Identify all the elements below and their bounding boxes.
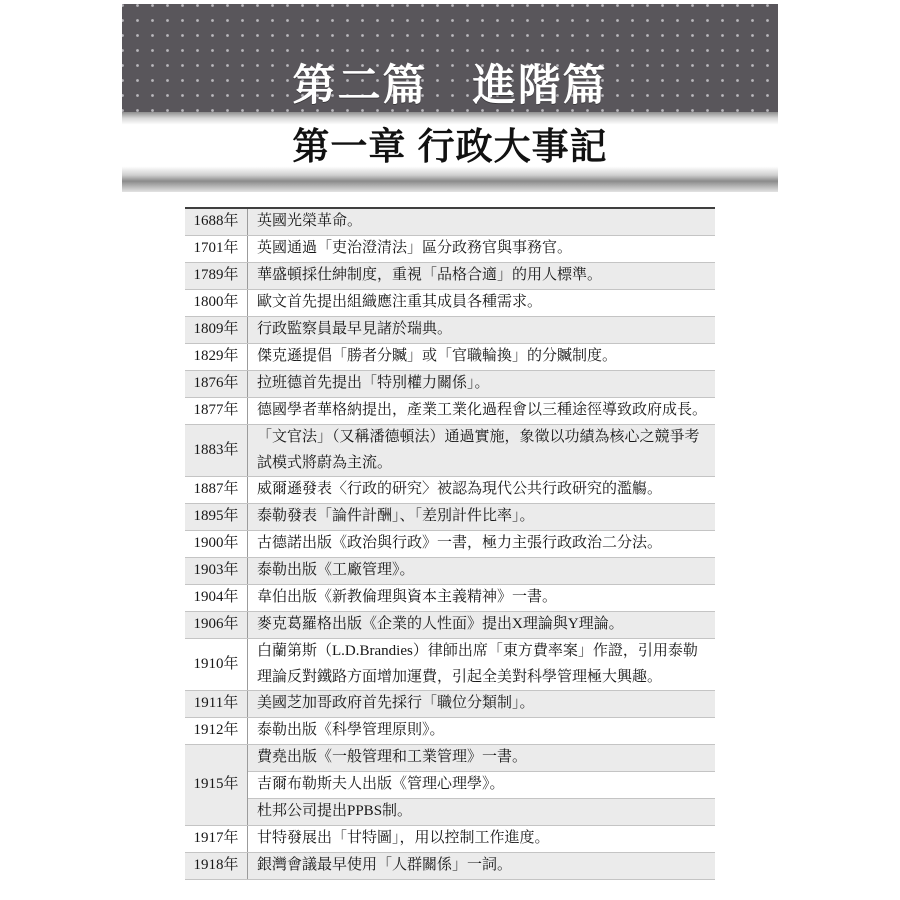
events-column — [248, 853, 715, 879]
events-column — [248, 826, 715, 852]
chapter-band — [122, 126, 778, 166]
table-row — [185, 853, 715, 880]
events-column — [248, 558, 715, 584]
events-column — [248, 344, 715, 370]
event-cell: 拉班德首先提出「特別權力關係」。 — [248, 371, 715, 397]
events-column — [248, 477, 715, 503]
year-cell: 1701年 — [185, 236, 248, 262]
year-cell: 1688年 — [185, 209, 248, 235]
events-column — [248, 612, 715, 638]
table-row — [185, 263, 715, 290]
table-row — [185, 317, 715, 344]
events-column — [248, 425, 715, 476]
event-cell: 白蘭第斯（L.D.Brandies）律師出席「東方費率案」作證，引用泰勒理論反對鐵路方面增加運費，引起全美對科學管理極大興趣。 — [248, 639, 715, 690]
event-cell: 「文官法」（又稱潘德頓法）通過實施，象徵以功績為核心之競爭考試模式將蔚為主流。 — [248, 425, 715, 476]
table-row — [185, 585, 715, 612]
year-cell: 1876年 — [185, 371, 248, 397]
event-cell: 泰勒發表「論件計酬」、「差別計件比率」。 — [248, 504, 715, 530]
part-banner — [122, 4, 778, 112]
part-title: 第二篇 進階篇 — [292, 62, 608, 110]
event-cell: 華盛頓採仕紳制度，重視「品格合適」的用人標準。 — [248, 263, 715, 289]
year-cell: 1910年 — [185, 639, 248, 690]
event-cell: 甘特發展出「甘特圖」，用以控制工作進度。 — [248, 826, 715, 852]
event-cell: 吉爾布勒斯夫人出版《管理心理學》。 — [248, 771, 715, 798]
table-row — [185, 531, 715, 558]
events-column — [248, 317, 715, 343]
event-cell: 古德諾出版《政治與行政》一書，極力主張行政政治二分法。 — [248, 531, 715, 557]
events-column — [248, 263, 715, 289]
year-cell: 1883年 — [185, 425, 248, 476]
events-column — [248, 371, 715, 397]
event-cell: 泰勒出版《科學管理原則》。 — [248, 718, 715, 744]
header-divider-bottom — [122, 166, 778, 192]
year-cell: 1789年 — [185, 263, 248, 289]
events-column — [248, 718, 715, 744]
event-cell: 泰勒出版《工廠管理》。 — [248, 558, 715, 584]
year-cell: 1900年 — [185, 531, 248, 557]
year-cell: 1903年 — [185, 558, 248, 584]
year-cell: 1904年 — [185, 585, 248, 611]
year-cell: 1887年 — [185, 477, 248, 503]
event-cell: 銀灣會議最早使用「人群關係」一詞。 — [248, 853, 715, 879]
table-row — [185, 612, 715, 639]
event-cell: 麥克葛羅格出版《企業的人性面》提出X理論與Y理論。 — [248, 612, 715, 638]
year-cell: 1809年 — [185, 317, 248, 343]
year-cell: 1918年 — [185, 853, 248, 879]
year-cell: 1917年 — [185, 826, 248, 852]
event-cell: 費堯出版《一般管理和工業管理》一書。 — [248, 745, 715, 771]
events-column — [248, 639, 715, 690]
page-header — [122, 4, 778, 192]
table-row — [185, 236, 715, 263]
year-cell: 1915年 — [185, 745, 248, 825]
table-row — [185, 558, 715, 585]
table-row — [185, 398, 715, 425]
year-cell: 1877年 — [185, 398, 248, 424]
header-divider-top — [122, 112, 778, 126]
event-cell: 杜邦公司提出PPBS制。 — [248, 798, 715, 825]
events-column — [248, 585, 715, 611]
table-row — [185, 290, 715, 317]
event-cell: 美國芝加哥政府首先採行「職位分類制」。 — [248, 691, 715, 717]
table-row — [185, 209, 715, 236]
timeline-table — [185, 207, 715, 880]
year-cell: 1906年 — [185, 612, 248, 638]
table-row — [185, 691, 715, 718]
event-cell: 行政監察員最早見諸於瑞典。 — [248, 317, 715, 343]
year-cell: 1800年 — [185, 290, 248, 316]
event-cell: 威爾遜發表〈行政的研究〉被認為現代公共行政研究的濫觴。 — [248, 477, 715, 503]
table-row — [185, 826, 715, 853]
table-row — [185, 344, 715, 371]
events-column — [248, 691, 715, 717]
events-column — [248, 209, 715, 235]
table-row — [185, 371, 715, 398]
table-row — [185, 425, 715, 477]
table-row — [185, 477, 715, 504]
event-cell: 德國學者華格納提出，產業工業化過程會以三種途徑導致政府成長。 — [248, 398, 715, 424]
year-cell: 1829年 — [185, 344, 248, 370]
year-cell: 1912年 — [185, 718, 248, 744]
events-column — [248, 504, 715, 530]
events-column — [248, 531, 715, 557]
event-cell: 英國光榮革命。 — [248, 209, 715, 235]
event-cell: 英國通過「吏治澄清法」區分政務官與事務官。 — [248, 236, 715, 262]
chapter-title: 第一章 行政大事記 — [292, 125, 608, 167]
event-cell: 傑克遜提倡「勝者分贓」或「官職輪換」的分贓制度。 — [248, 344, 715, 370]
table-row — [185, 504, 715, 531]
events-column — [248, 745, 715, 825]
event-cell: 韋伯出版《新教倫理與資本主義精神》一書。 — [248, 585, 715, 611]
events-column — [248, 236, 715, 262]
table-row — [185, 718, 715, 745]
events-column — [248, 398, 715, 424]
year-cell: 1911年 — [185, 691, 248, 717]
table-row — [185, 745, 715, 826]
events-column — [248, 290, 715, 316]
year-cell: 1895年 — [185, 504, 248, 530]
table-row — [185, 639, 715, 691]
event-cell: 歐文首先提出組織應注重其成員各種需求。 — [248, 290, 715, 316]
